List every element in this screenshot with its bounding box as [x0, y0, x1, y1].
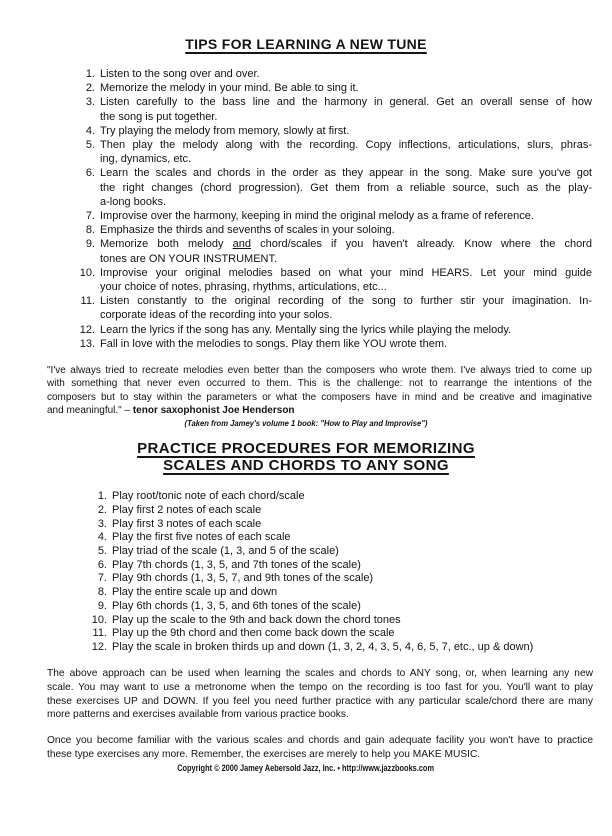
- text-line: [47, 364, 592, 377]
- text-segment: Play first 2 notes of each scale: [112, 503, 262, 516]
- text-segment: Then play the melody along with the recording. Copy inflections, articulations, slurs, phras-: [100, 139, 592, 152]
- item-text: [112, 559, 612, 573]
- item-text: [112, 531, 612, 545]
- text-line: [100, 223, 592, 237]
- item-number: 2.: [97, 503, 107, 516]
- text-line: [100, 266, 592, 280]
- list-item: [88, 572, 612, 586]
- text-line: [112, 490, 612, 504]
- text-segment: the song is put together.: [100, 110, 218, 123]
- text-line: [100, 166, 592, 180]
- list-item: [76, 166, 612, 209]
- item-number: 7.: [85, 210, 95, 223]
- text-line: [100, 81, 592, 95]
- text-line: [100, 67, 592, 81]
- text-line: [112, 614, 612, 628]
- item-text: [100, 323, 592, 337]
- item-text: [100, 166, 592, 209]
- closing-paragraph-2: [47, 734, 593, 762]
- practice-list: [88, 490, 612, 654]
- item-number: 9.: [97, 599, 107, 612]
- text-line: [112, 531, 612, 545]
- text-line: [100, 294, 592, 308]
- text-line: [112, 559, 612, 573]
- quote-paragraph: [47, 364, 592, 417]
- text-segment: Learn the scales and chords in the order as they appear in the song. Make sure you've got: [100, 167, 592, 180]
- practice-title-line1: PRACTICE PROCEDURES FOR MEMORIZING: [137, 440, 475, 458]
- item-number: 8.: [85, 224, 95, 237]
- text-segment: the right changes (chord progression). Get them from a reliable source, such as the play-: [100, 181, 592, 194]
- item-number: 11.: [80, 295, 95, 308]
- list-item: [76, 138, 612, 166]
- text-line: [100, 323, 592, 337]
- item-number: 4.: [85, 124, 95, 137]
- text-line: [100, 110, 592, 124]
- text-segment: ing, dynamics, etc.: [100, 153, 192, 166]
- text-line: [47, 708, 593, 722]
- text-line: [100, 181, 592, 195]
- text-segment: with something that never even occurred to them. This is the challenge: not to rearrange the intentions of the: [47, 378, 592, 390]
- text-segment: Play up the 9th chord and then come back down the scale: [112, 627, 395, 640]
- text-segment: Emphasize the thirds and sevenths of scales in your soloing.: [100, 224, 395, 237]
- text-segment: chord/scales if you haven't already. Know where the chord: [250, 238, 592, 251]
- item-number: 12.: [79, 323, 95, 336]
- list-item: [76, 294, 612, 322]
- text-line: [100, 252, 592, 266]
- text-segment: more patterns and exercises available from various practice books.: [47, 709, 349, 721]
- text-line: [112, 504, 612, 518]
- list-item: [76, 124, 612, 138]
- text-segment: these type exercises any more. Remember, the exercises are merely to help you MAKE MUSIC.: [47, 749, 481, 761]
- text-line: [47, 377, 592, 390]
- text-line: [112, 641, 612, 655]
- item-text: [112, 518, 612, 532]
- item-number: 10.: [79, 266, 95, 279]
- text-segment: Memorize the melody in your mind. Be able to sing it.: [100, 82, 359, 95]
- text-segment: composers but to stay within the parameters or what the composers have in mind and be creative and imaginative: [47, 391, 592, 403]
- list-item: [76, 337, 612, 351]
- text-line: [100, 195, 592, 209]
- item-number: 2.: [85, 82, 95, 95]
- copyright-text: Copyright © 2000 Jamey Aebersold Jazz, Inc. • http://www.jazzbooks.com: [177, 763, 435, 774]
- text-segment: Once you become familiar with the various scales and chords and gain adequate facility you won't have to practice: [47, 735, 593, 747]
- text-line: [100, 209, 592, 223]
- text-segment: Play up the scale to the 9th and back down the chord tones: [112, 613, 401, 626]
- text-segment: Listen constantly to the original recording of the song to further stir your imagination. In-: [100, 295, 592, 308]
- text-segment: these exercises UP and DOWN. If you feel you need further practice with any particular scale/chord there are many: [47, 695, 593, 707]
- underlined-text: and: [232, 238, 251, 251]
- text-segment: Listen to the song over and over.: [100, 68, 260, 80]
- text-segment: Play 6th chords (1, 3, 5, and 6th tones of the scale): [112, 599, 361, 612]
- item-text: [100, 223, 592, 237]
- text-segment: The above approach can be used when learning the scales and chords to ANY song, or, when learning any new: [47, 667, 593, 679]
- item-text: [100, 209, 592, 223]
- item-text: [112, 600, 612, 614]
- item-text: [100, 337, 592, 351]
- tips-title-text: TIPS FOR LEARNING A NEW TUNE: [185, 36, 427, 52]
- list-item: [88, 614, 612, 628]
- list-item: [76, 237, 612, 265]
- text-segment: tones are ON YOUR INSTRUMENT.: [100, 252, 278, 265]
- text-line: [112, 627, 612, 641]
- text-segment: Learn the lyrics if the song has any. Mentally sing the lyrics while playing the melody.: [100, 323, 512, 336]
- practice-title: [0, 440, 612, 474]
- item-text: [100, 81, 592, 95]
- item-text: [100, 266, 592, 294]
- list-item: [88, 504, 612, 518]
- item-text: [112, 490, 612, 504]
- tips-title: [0, 36, 612, 52]
- list-item: [88, 600, 612, 614]
- text-line: [100, 138, 592, 152]
- text-line: [100, 152, 592, 166]
- text-segment: your choice of notes, phrasing, rhythms, articulations, etc...: [100, 281, 387, 294]
- text-segment: Memorize both melody: [100, 238, 233, 251]
- list-item: [88, 641, 612, 655]
- item-number: 9.: [85, 238, 95, 251]
- text-line: [100, 308, 592, 322]
- text-segment: and meaningful." –: [47, 404, 133, 416]
- text-line: [100, 337, 592, 351]
- list-item: [88, 545, 612, 559]
- list-item: [76, 323, 612, 337]
- text-segment: Fall in love with the melodies to songs. Play them like YOU wrote them.: [100, 337, 448, 350]
- item-text: [112, 627, 612, 641]
- item-number: 7.: [97, 572, 107, 585]
- text-segment: Play the first five notes of each scale: [112, 531, 291, 544]
- item-text: [112, 614, 612, 628]
- bold-text: tenor saxophonist Joe Henderson: [132, 404, 295, 416]
- item-text: [100, 124, 592, 138]
- text-line: [112, 518, 612, 532]
- text-line: [100, 280, 592, 294]
- item-number: 10.: [91, 613, 107, 626]
- item-number: 5.: [85, 139, 95, 152]
- text-line: [47, 391, 592, 404]
- text-segment: Listen carefully to the bass line and the harmony in general. Get an overall sense of how: [100, 96, 592, 109]
- practice-title-line2: SCALES AND CHORDS TO ANY SONG: [163, 457, 449, 475]
- item-number: 1.: [85, 68, 95, 80]
- item-number: 1.: [97, 490, 107, 503]
- list-item: [76, 95, 612, 123]
- tips-list: [76, 67, 612, 351]
- quote-attribution-text: (Taken from Jamey's volume 1 book: "How to Play and Improvise"): [184, 418, 428, 429]
- text-line: [100, 95, 592, 109]
- text-line: [47, 681, 593, 695]
- closing-paragraph-1: [47, 667, 593, 723]
- item-number: 6.: [85, 167, 95, 180]
- item-text: [112, 641, 612, 655]
- text-segment: Improvise your original melodies based on what your mind HEARS. Let your mind guide: [100, 266, 592, 279]
- item-text: [100, 95, 592, 123]
- copyright-line: [0, 763, 612, 773]
- text-segment: scale. You may want to use a metronome when the tempo on the recording is too fast for you. You'll want to play: [47, 681, 593, 693]
- item-text: [112, 545, 612, 559]
- list-item: [76, 67, 612, 81]
- item-number: 3.: [85, 96, 95, 109]
- text-line: [112, 600, 612, 614]
- list-item: [76, 209, 612, 223]
- text-line: [47, 404, 592, 417]
- document-page: [0, 36, 612, 836]
- text-segment: Play 9th chords (1, 3, 5, 7, and 9th tones of the scale): [112, 572, 374, 585]
- item-text: [112, 504, 612, 518]
- item-text: [112, 586, 612, 600]
- text-line: [112, 572, 612, 586]
- list-item: [88, 627, 612, 641]
- list-item: [76, 81, 612, 95]
- item-number: 13.: [79, 337, 95, 350]
- text-line: [112, 545, 612, 559]
- item-number: 8.: [97, 586, 107, 599]
- item-text: [100, 138, 592, 166]
- text-segment: Improvise over the harmony, keeping in mind the original melody as a frame of reference.: [100, 210, 534, 223]
- text-line: [47, 734, 593, 748]
- item-number: 4.: [97, 531, 107, 544]
- text-line: [47, 748, 593, 762]
- quote-attribution: [0, 418, 612, 428]
- item-text: [100, 237, 592, 265]
- text-segment: Play the scale in broken thirds up and down (1, 3, 2, 4, 3, 5, 4, 6, 5, 7, etc., up & down): [112, 640, 534, 653]
- text-line: [112, 586, 612, 600]
- list-item: [76, 223, 612, 237]
- item-number: 3.: [97, 517, 107, 530]
- item-number: 6.: [97, 558, 107, 571]
- text-segment: corporate ideas of the recording into your solos.: [100, 309, 333, 322]
- text-segment: Play first 3 notes of each scale: [112, 517, 262, 530]
- item-number: 5.: [97, 545, 107, 558]
- list-item: [88, 559, 612, 573]
- text-segment: a-long books.: [100, 195, 167, 208]
- text-line: [100, 124, 592, 138]
- list-item: [76, 266, 612, 294]
- text-line: [47, 667, 593, 681]
- text-segment: "I've always tried to recreate melodies even better than the composers who wrote them. I've always tried to come up: [47, 365, 592, 377]
- text-segment: Play root/tonic note of each chord/scale: [112, 490, 305, 503]
- list-item: [88, 586, 612, 600]
- item-number: 12.: [91, 640, 107, 653]
- item-text: [100, 294, 592, 322]
- text-segment: Play the entire scale up and down: [112, 586, 278, 599]
- list-item: [88, 531, 612, 545]
- item-text: [100, 67, 592, 81]
- list-item: [88, 490, 612, 504]
- item-number: 11.: [92, 627, 107, 640]
- text-segment: Try playing the melody from memory, slowly at first.: [100, 124, 350, 137]
- text-segment: Play 7th chords (1, 3, 5, and 7th tones of the scale): [112, 558, 361, 571]
- list-item: [88, 518, 612, 532]
- text-segment: Play triad of the scale (1, 3, and 5 of the scale): [112, 545, 339, 558]
- item-text: [112, 572, 612, 586]
- text-line: [47, 695, 593, 709]
- text-line: [100, 237, 592, 251]
